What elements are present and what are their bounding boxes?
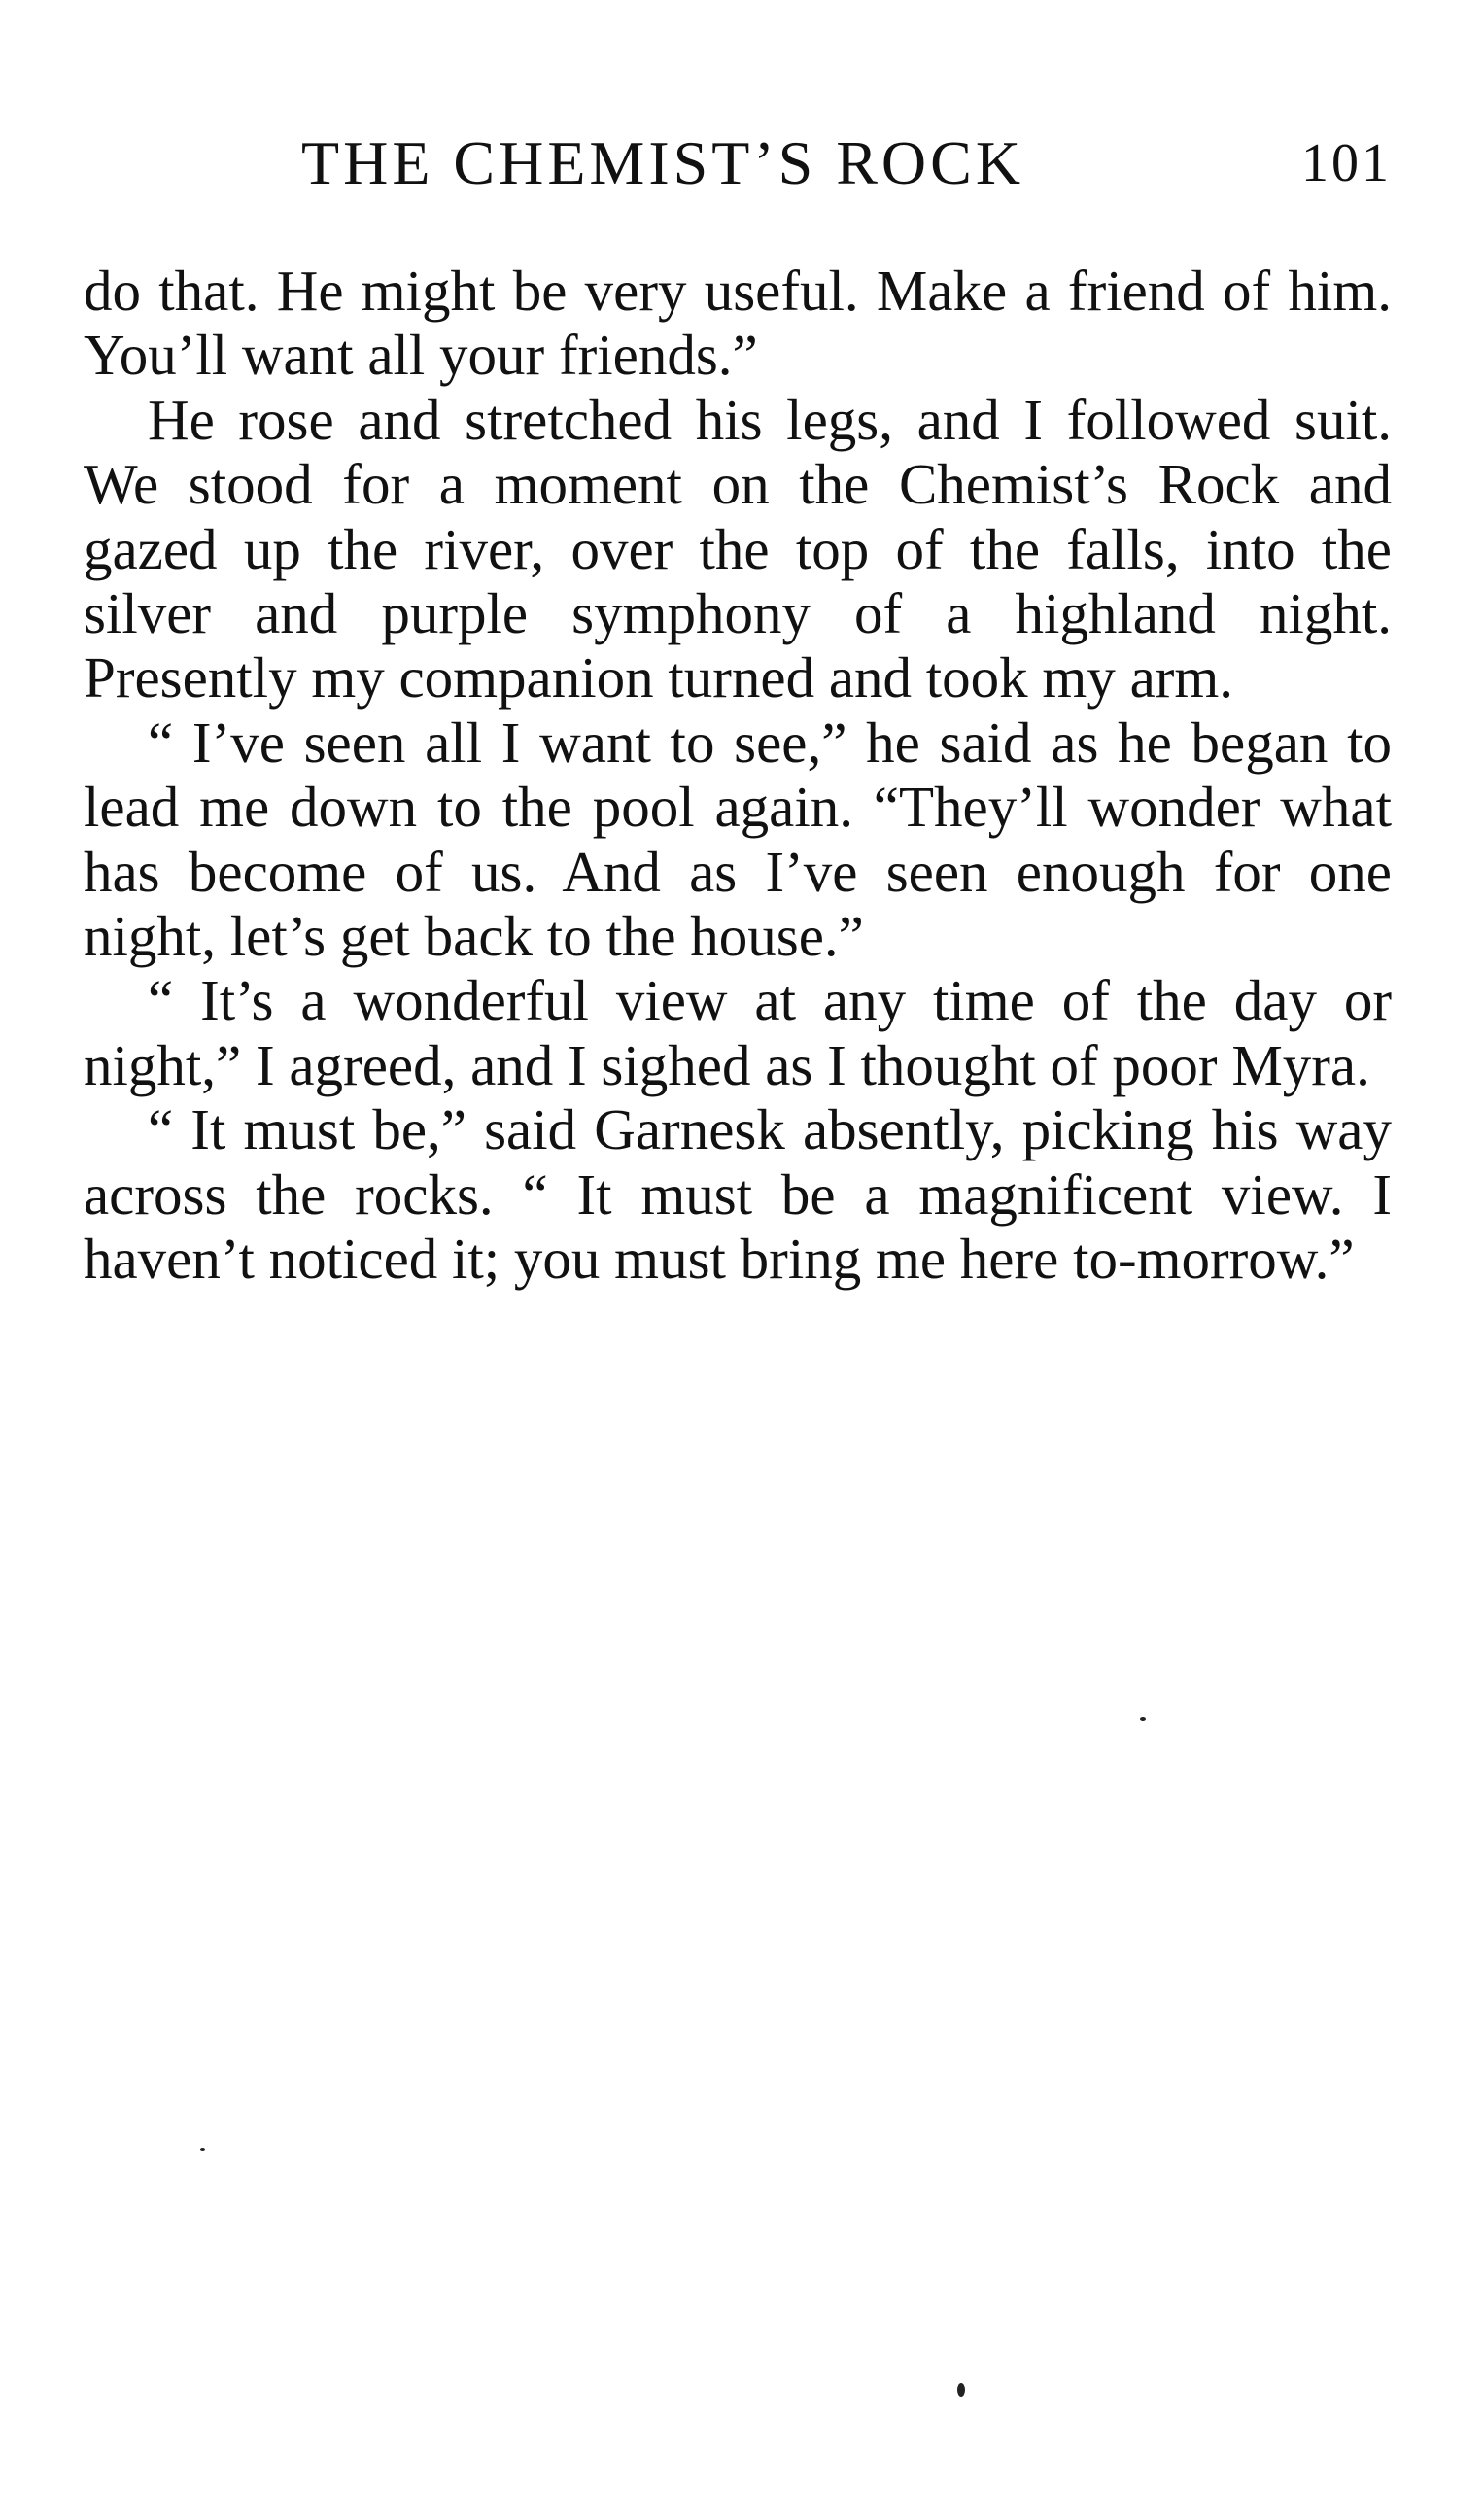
running-head — [301, 124, 1409, 202]
paragraph-1: do that. He might be very useful. Make a friend of him. You’ll want all your friends.” — [84, 259, 1392, 388]
running-title: THE CHEMIST’S ROCK — [301, 128, 1025, 197]
scan-speck — [200, 2148, 205, 2151]
paragraph-3: “ I’ve seen all I want to see,” he said as he began to lead me down to the pool again. “They’ll wonder what has become of us. And as I’ve seen enough for one night, let’s get back to the house.” — [84, 710, 1392, 969]
paragraph-2: He rose and stretched his legs, and I followed suit. We stood for a moment on the Chemist’s Rock and gazed up the river, over the top of the falls, into the silver and purple symphony of a highland night. Presently my companion turned and took my arm. — [84, 387, 1392, 710]
scan-speck — [957, 2383, 965, 2397]
body-text — [84, 259, 1392, 1292]
paragraph-4: “ It’s a wonderful view at any time of the day or night,” I agreed, and I sighed as I thought of poor Myra. — [84, 968, 1392, 1097]
scan-speck — [1140, 1717, 1146, 1721]
page-number: 101 — [1301, 133, 1392, 193]
paragraph-5: “ It must be,” said Garnesk absently, picking his way across the rocks. “ It must be a magnificent view. I haven’t noticed it; you must bring me here to-morrow.” — [84, 1097, 1392, 1292]
